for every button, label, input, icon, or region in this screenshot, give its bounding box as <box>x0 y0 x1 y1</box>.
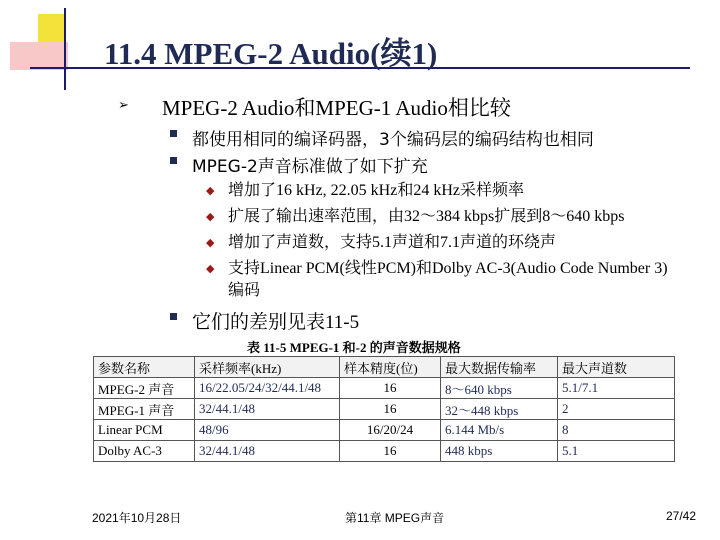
diamond-bullet-icon: ◆ <box>206 263 215 275</box>
table-row <box>94 420 675 441</box>
table-cell: 48/96 <box>195 420 340 441</box>
decor-yellow-square <box>38 14 66 42</box>
bullet-l3-text: 增加了声道数，支持5.1声道和7.1声道的环绕声 <box>228 234 557 251</box>
square-bullet-icon <box>170 313 177 320</box>
table-cell: 5.1 <box>558 441 675 462</box>
arrowhead-bullet-icon: ➢ <box>118 97 129 112</box>
footer-chapter: 第11章 MPEG声音 <box>345 511 445 525</box>
bullet-l3-text: 扩展了输出速率范围，由32～384 kbps扩展到8～640 kbps <box>228 208 625 225</box>
table-cell: 16/20/24 <box>340 420 441 441</box>
bullet-l3-text: 支持Linear PCM(线性PCM)和Dolby AC-3(Audio Code Number 3)编码 <box>228 260 668 299</box>
table-cell: 16 <box>340 378 441 399</box>
bullet-l2-text: 都使用相同的编译码器，3个编码层的编码结构也相同 <box>192 130 594 150</box>
table-cell: MPEG-2 声音 <box>94 378 195 399</box>
bullet-l2-text: MPEG-2声音标准做了如下扩充 <box>192 157 428 177</box>
bullet-l2-text: 它们的差别见表11-5 <box>192 312 360 333</box>
diamond-bullet-icon: ◆ <box>206 211 215 223</box>
table-row <box>94 378 675 399</box>
decor-vertical-rule <box>64 8 66 90</box>
audio-spec-table <box>93 356 675 462</box>
table-cell: 2 <box>558 399 675 420</box>
table-cell: Dolby AC-3 <box>94 441 195 462</box>
footer-page-number: 27/42 <box>666 509 697 523</box>
table-cell: 16 <box>340 399 441 420</box>
square-bullet-icon <box>170 130 177 137</box>
table-cell: 6.144 Mb/s <box>441 420 558 441</box>
table-cell: 8 <box>558 420 675 441</box>
table-cell: MPEG-1 声音 <box>94 399 195 420</box>
table-cell: 32/44.1/48 <box>195 399 340 420</box>
table-header-cell: 采样频率(kHz) <box>195 357 340 378</box>
table-cell: 448 kbps <box>441 441 558 462</box>
table-cell: 16/22.05/24/32/44.1/48 <box>195 378 340 399</box>
table-header-cell: 参数名称 <box>94 357 195 378</box>
table-cell: 32/44.1/48 <box>195 441 340 462</box>
table-row <box>94 399 675 420</box>
footer-date: 2021年10月28日 <box>92 511 182 525</box>
decor-pink-rectangle <box>10 42 68 70</box>
table-header-cell: 样本精度(位) <box>340 357 441 378</box>
square-bullet-icon <box>170 157 177 164</box>
diamond-bullet-icon: ◆ <box>206 237 215 249</box>
table-cell: 8～640 kbps <box>441 378 558 399</box>
bullet-l1-text: MPEG-2 Audio和MPEG-1 Audio相比较 <box>162 96 511 120</box>
table-cell: 16 <box>340 441 441 462</box>
table-cell: 32～448 kbps <box>441 399 558 420</box>
table-header-cell: 最大声道数 <box>558 357 675 378</box>
bullet-l3-text: 增加了16 kHz, 22.05 kHz和24 kHz采样频率 <box>228 182 524 199</box>
table-header-cell: 最大数据传输率 <box>441 357 558 378</box>
table-header-row <box>94 357 675 378</box>
table-caption: 表 11-5 MPEG-1 和-2 的声音数据规格 <box>247 340 461 355</box>
table-cell: 5.1/7.1 <box>558 378 675 399</box>
diamond-bullet-icon: ◆ <box>206 185 215 197</box>
table-row <box>94 441 675 462</box>
slide-title: 11.4 MPEG-2 Audio(续1) <box>104 36 438 71</box>
table-cell: Linear PCM <box>94 420 195 441</box>
